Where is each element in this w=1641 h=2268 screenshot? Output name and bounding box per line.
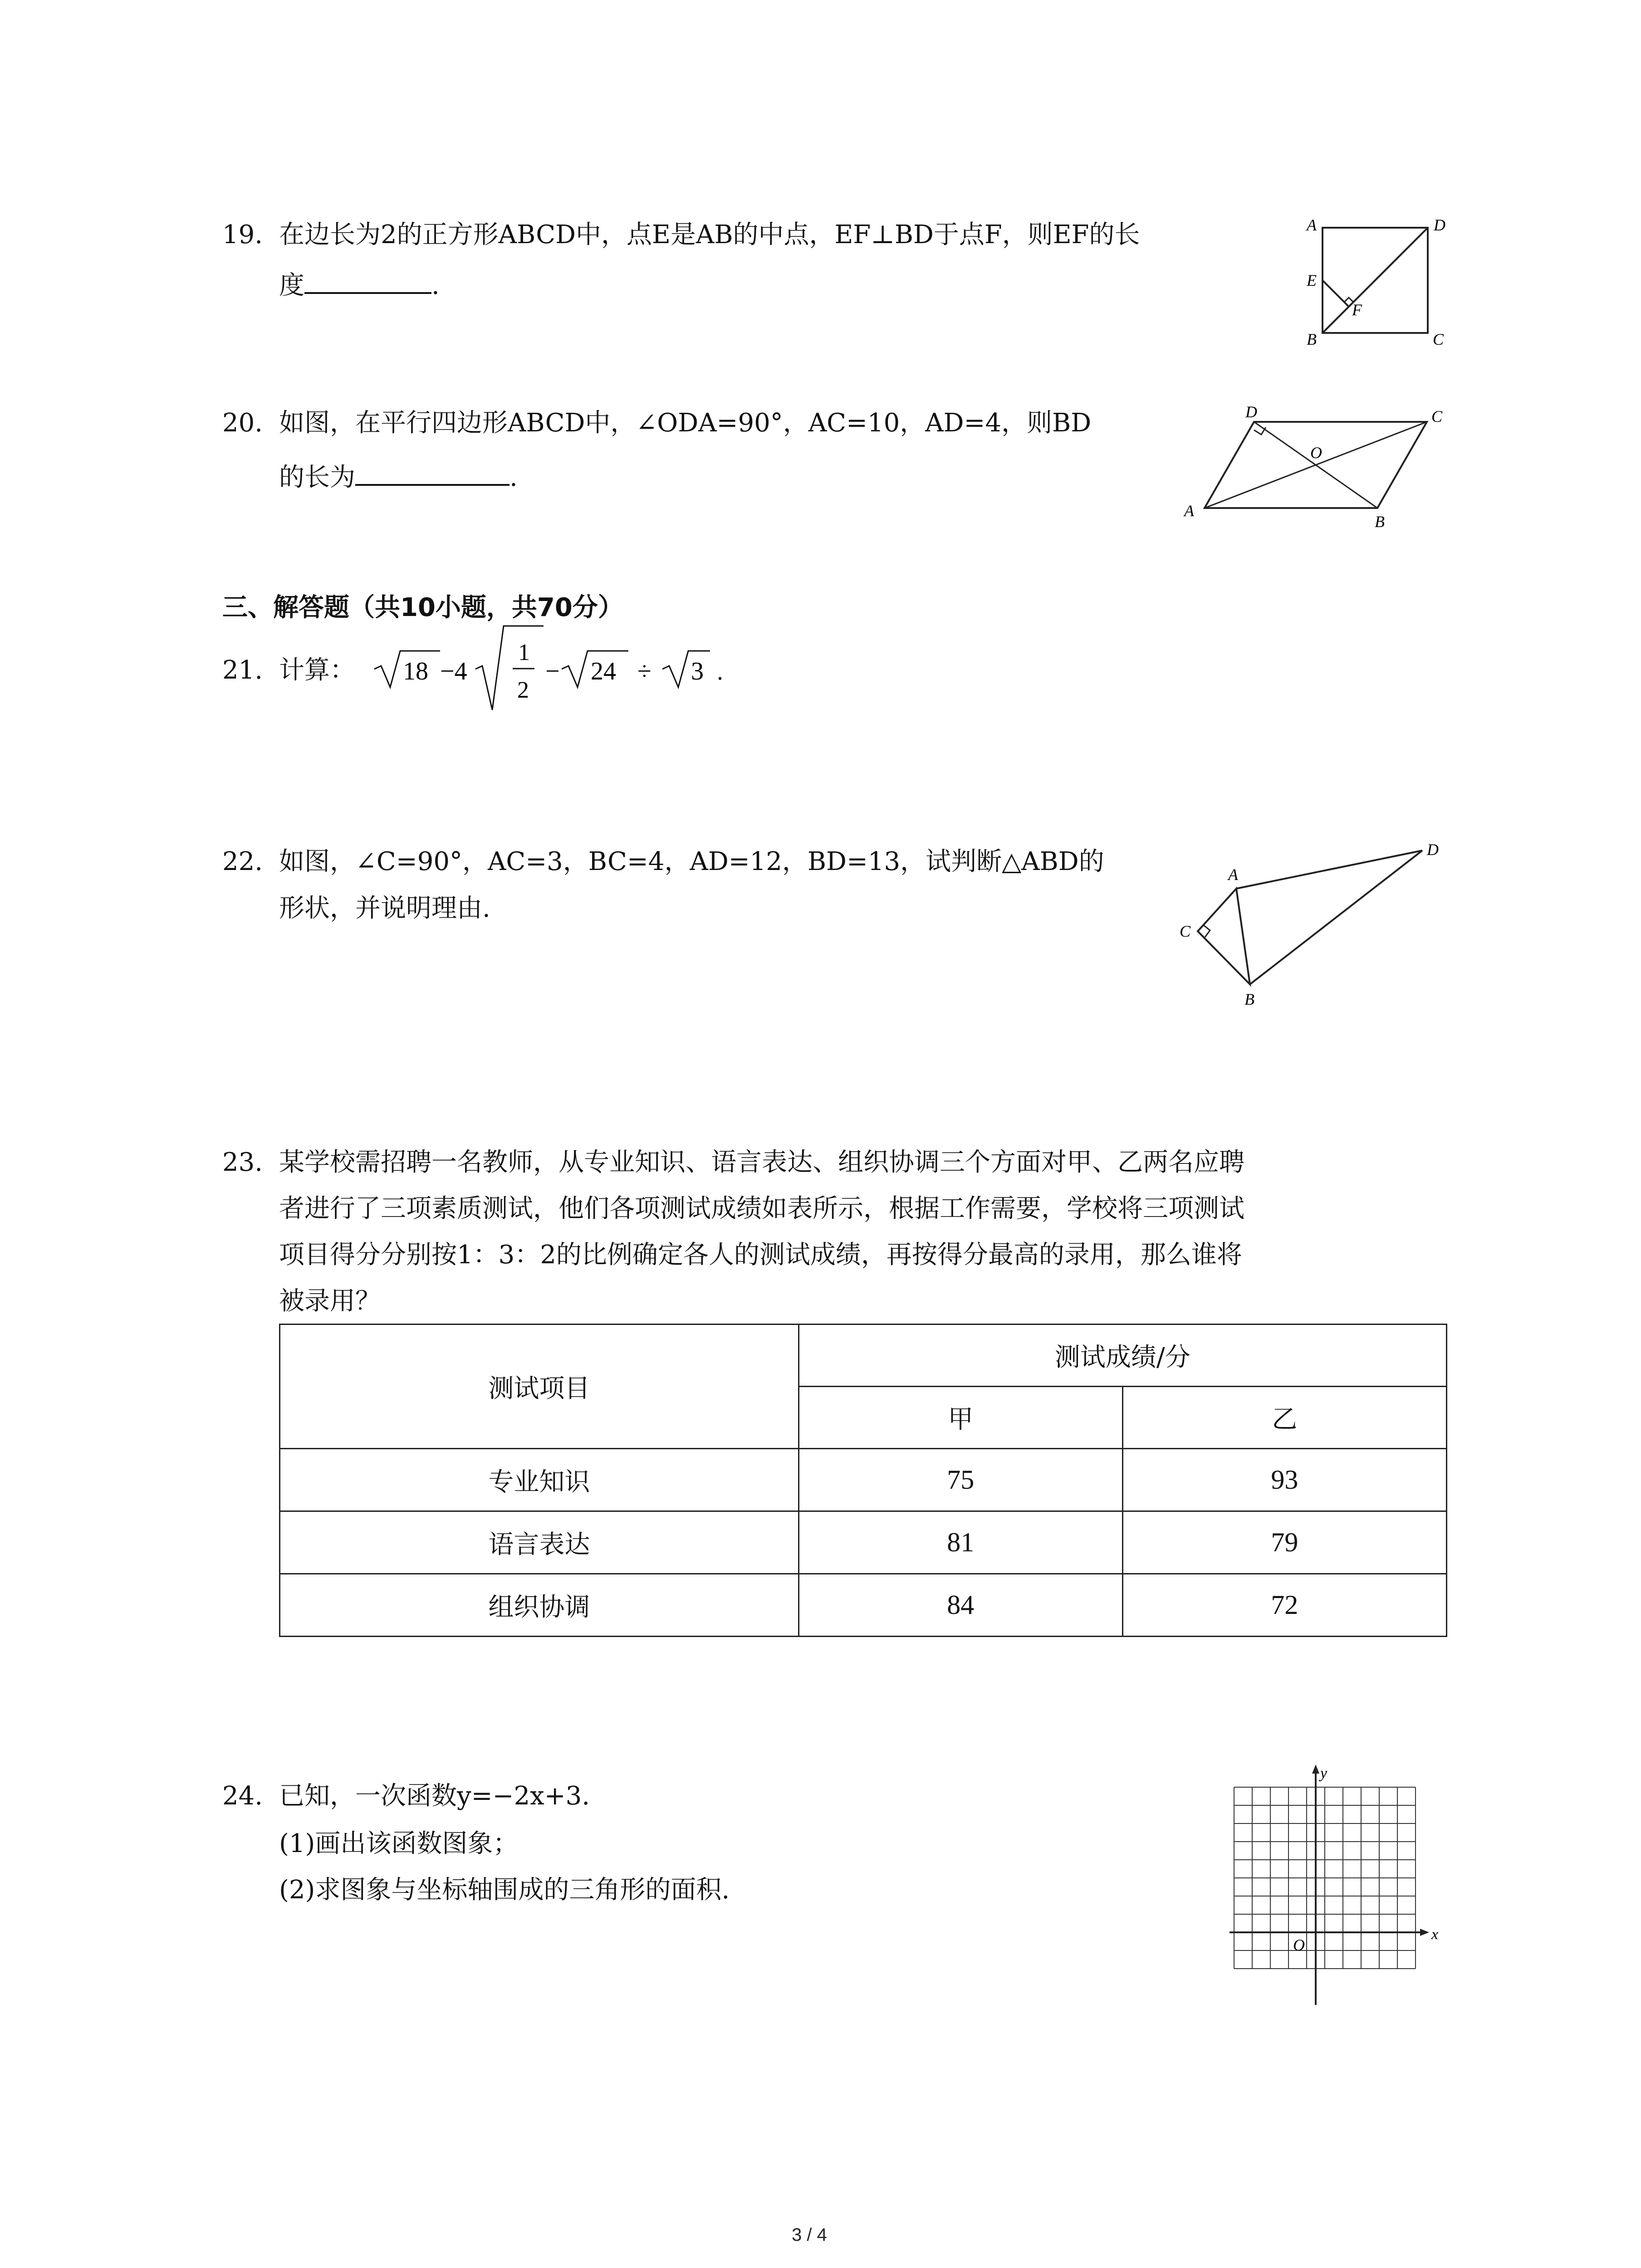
- q19-diagonal-bd: [1323, 228, 1428, 333]
- x-axis-arrow: [1420, 1929, 1429, 1936]
- q23-text-line4: 被录用？: [279, 1286, 381, 1316]
- table-cell-item: 专业知识: [280, 1449, 799, 1511]
- q22-right-angle-mark: [1203, 925, 1210, 937]
- q23-text-line3: 项目得分分别按1：3：2的比例确定各人的测试成绩，再按得分最高的录用，那么谁将: [279, 1240, 1242, 1270]
- y-axis-arrow: [1312, 1765, 1319, 1774]
- table-header-candidate-b: 乙: [1122, 1387, 1446, 1449]
- q19-text-line2: [279, 270, 440, 302]
- table-cell-score-a: 84: [798, 1574, 1122, 1637]
- q20-line2-suffix: .: [509, 463, 518, 492]
- table-header-item: 测试项目: [280, 1325, 799, 1449]
- q19-label-c: C: [1433, 330, 1444, 348]
- q19-label-f: F: [1352, 301, 1362, 319]
- q19-number: 19.: [222, 220, 263, 249]
- table-row: [280, 1449, 1447, 1511]
- q20-label-o: O: [1310, 444, 1322, 462]
- q24-coordinate-grid[interactable]: [1225, 1760, 1461, 2005]
- q20-label-d: D: [1245, 403, 1257, 421]
- q24-number: 24.: [222, 1781, 263, 1811]
- q24-text-line3: (2)求图象与坐标轴围成的三角形的面积.: [279, 1875, 730, 1905]
- origin-label: O: [1293, 1936, 1305, 1954]
- q22-segment-bd: [1250, 850, 1422, 984]
- table-cell-item: 组织协调: [280, 1574, 799, 1637]
- q22-text-line2: 形状，并说明理由.: [279, 894, 490, 923]
- q20-label-c: C: [1431, 407, 1443, 425]
- q21-radicand-2: 24: [591, 657, 616, 685]
- q23-text-line1: 某学校需招聘一名教师，从专业知识、语言表达、组织协调三个方面对甲、乙两名应聘: [279, 1148, 1244, 1177]
- q19-segment-ef: [1323, 280, 1349, 307]
- q20-text-line2: [279, 462, 518, 494]
- x-axis-label: x: [1431, 1926, 1439, 1943]
- q22-segment-ad: [1236, 850, 1422, 889]
- page-number: 3 / 4: [792, 2225, 827, 2245]
- q20-label-a: A: [1184, 502, 1194, 520]
- q21-number: 21.: [222, 655, 263, 685]
- table-cell-item: 语言表达: [280, 1511, 799, 1574]
- table-header-score: 测试成绩/分: [798, 1325, 1446, 1387]
- table-cell-score-b: 79: [1122, 1511, 1446, 1574]
- section-title-answer-questions: 三、解答题（共10小题，共70分）: [222, 593, 623, 622]
- q20-number: 20.: [222, 408, 263, 438]
- q19-label-e: E: [1307, 271, 1317, 289]
- q22-label-d: D: [1427, 841, 1439, 859]
- q21-coefficient: −4: [440, 657, 467, 685]
- q22-label-c: C: [1180, 922, 1191, 940]
- q19-label-a: A: [1307, 216, 1317, 234]
- q19-label-d: D: [1434, 216, 1445, 234]
- q21-radicand-3: 3: [691, 657, 704, 685]
- table-cell-score-b: 72: [1122, 1574, 1446, 1637]
- q21-fraction-numerator: 1: [518, 640, 530, 665]
- q22-figure: [1166, 835, 1461, 1012]
- q21-divide: ÷: [637, 657, 652, 685]
- q20-answer-blank[interactable]: [355, 466, 509, 486]
- q20-diagonal-bd: [1254, 422, 1377, 508]
- q22-label-a: A: [1228, 865, 1238, 884]
- q19-line2-prefix: 度: [279, 271, 304, 300]
- q20-text-line1: 如图，在平行四边形ABCD中，∠ODA=90°，AC=10，AD=4，则BD: [279, 408, 1092, 438]
- table-row: [280, 1511, 1447, 1574]
- q19-figure: [1298, 209, 1452, 354]
- q20-figure: [1175, 399, 1465, 535]
- y-axis-label: y: [1320, 1765, 1327, 1782]
- q20-line2-prefix: 的长为: [279, 463, 355, 492]
- table-cell-score-a: 75: [798, 1449, 1122, 1511]
- q24-text-line1: 已知，一次函数y=−2x+3.: [279, 1781, 590, 1811]
- q22-text-line1: 如图，∠C=90°，AC=3，BC=4，AD=12，BD=13，试判断△ABD的: [279, 847, 1104, 876]
- q23-score-table: [279, 1324, 1447, 1637]
- q21-radicand-1: 18: [403, 657, 428, 685]
- q21-formula: [372, 621, 744, 726]
- q19-text-line1: 在边长为2的正方形ABCD中，点E是AB的中点，EF⊥BD于点F，则EF的长: [279, 220, 1140, 249]
- q21-fraction-denominator: 2: [517, 677, 529, 703]
- q19-label-b: B: [1307, 330, 1317, 348]
- q22-label-b: B: [1244, 990, 1254, 1008]
- q22-number: 22.: [222, 847, 263, 876]
- table-header-candidate-a: 甲: [798, 1387, 1122, 1449]
- q23-number: 23.: [222, 1148, 263, 1177]
- q21-end: .: [717, 657, 723, 685]
- q21-minus: −: [545, 657, 560, 685]
- grid-lines: [1234, 1787, 1416, 1969]
- q19-line2-suffix: .: [431, 271, 440, 300]
- table-cell-score-b: 93: [1122, 1449, 1446, 1511]
- q21-prefix: 计算：: [279, 655, 355, 685]
- q23-text-line2: 者进行了三项素质测试，他们各项测试成绩如表所示，根据工作需要，学校将三项测试: [279, 1194, 1244, 1223]
- table-row: [280, 1574, 1447, 1637]
- q19-answer-blank[interactable]: [304, 274, 431, 294]
- q20-label-b: B: [1375, 513, 1385, 531]
- q24-text-line2: (1)画出该函数图象；: [279, 1829, 519, 1858]
- table-cell-score-a: 81: [798, 1511, 1122, 1574]
